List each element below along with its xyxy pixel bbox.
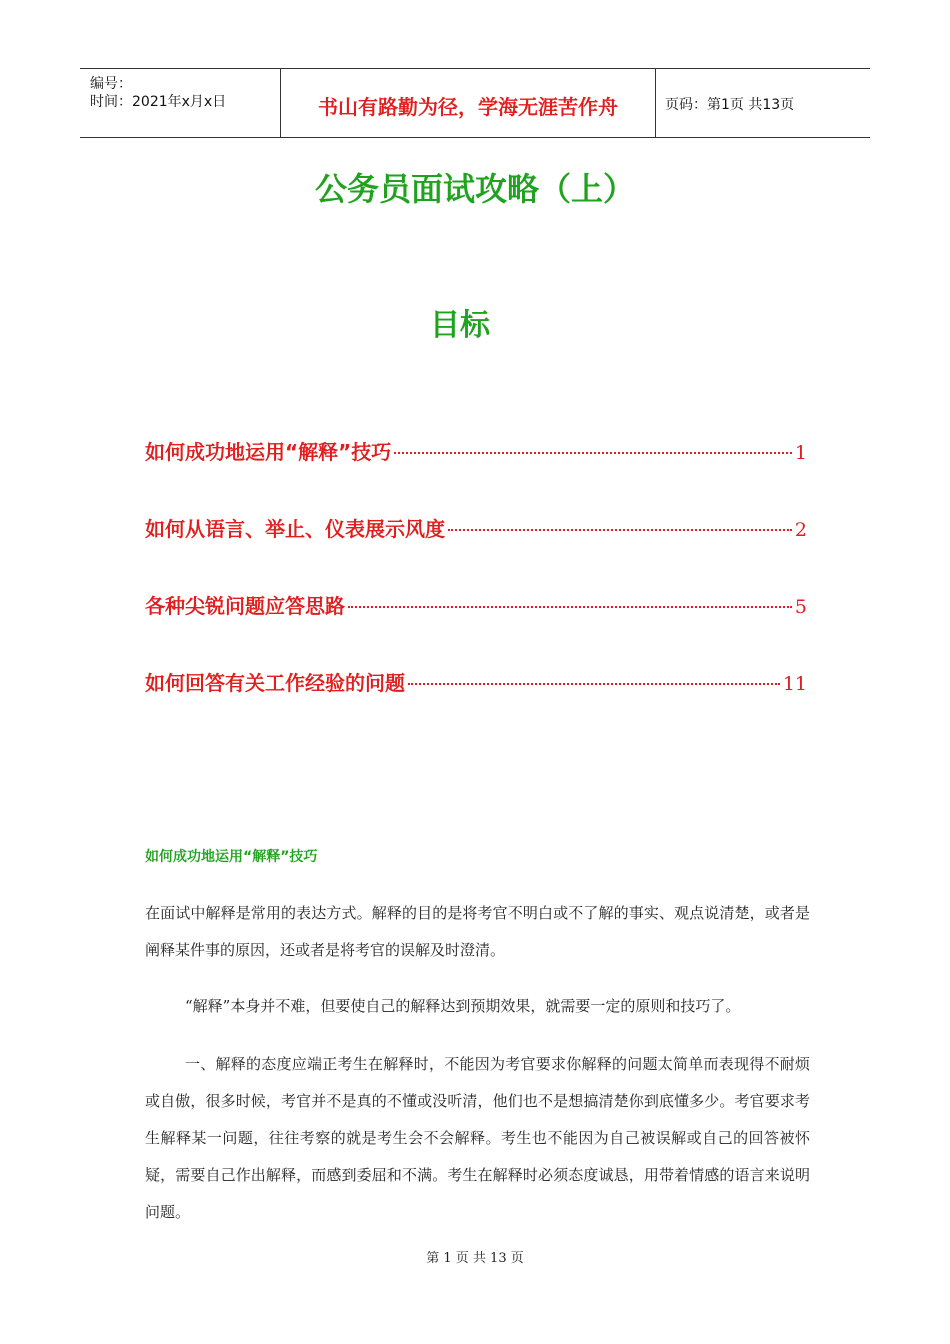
body-paragraph: “解释”本身并不难，但要使自己的解释达到预期效果，就需要一定的原则和技巧了。 <box>185 997 741 1015</box>
toc-entry-title: 如何从语言、举止、仪表展示风度 <box>145 517 445 541</box>
toc-entry-page: 11 <box>782 673 807 695</box>
document-header <box>80 68 870 138</box>
number-label: 编号： <box>90 76 132 92</box>
motto: 书山有路勤为径，学海无涯苦作舟 <box>318 95 618 119</box>
toc-entry[interactable] <box>145 667 807 697</box>
toc-leader-dots <box>394 452 792 454</box>
toc-heading: 目标 <box>430 308 490 343</box>
page-info: 页码：第1页 共13页 <box>665 97 795 113</box>
header-page-cell <box>655 69 870 137</box>
document-title: 公务员面试攻略（上） <box>314 170 635 208</box>
time-label: 时间：2021年x月x日 <box>90 94 227 110</box>
body-paragraph: 一、解释的态度应端正考生在解释时，不能因为考官要求你解释的问题太简单而表现得不耐烦或自傲，很多时候，考官并不是真的不懂或没听清，他们也不是想搞清楚你到底懂多少。考官要求考生解释某一问题，往往考察的就是考生会不会解释。考生也不能因为自己被误解或自己的回答被怀疑，需要自己作出解释，而感到委屈和不满。考生在解释时必须态度诚恳，用带着情感的语言来说明问题。 <box>145 1055 810 1221</box>
body-paragraph: 在面试中解释是常用的表达方式。解释的目的是将考官不明白或不了解的事实、观点说清楚，或者是阐释某件事的原因，还或者是将考官的误解及时澄清。 <box>145 904 810 959</box>
header-motto-cell <box>280 69 656 137</box>
toc-entry-title: 如何回答有关工作经验的问题 <box>145 671 405 695</box>
toc-entry-title: 如何成功地运用“解释”技巧 <box>145 440 392 464</box>
section-heading: 如何成功地运用“解释”技巧 <box>145 849 318 865</box>
header-meta-cell <box>80 69 280 137</box>
toc-leader-dots <box>348 606 792 608</box>
toc-entry[interactable] <box>145 436 807 466</box>
toc-entry-page: 1 <box>794 442 807 464</box>
toc-leader-dots <box>448 529 792 531</box>
toc-entry[interactable] <box>145 590 807 620</box>
toc-entry-page: 5 <box>794 596 807 618</box>
toc-entry[interactable] <box>145 513 807 543</box>
toc-entry-title: 各种尖锐问题应答思路 <box>145 594 345 618</box>
toc-leader-dots <box>408 683 780 685</box>
toc-entry-page: 2 <box>794 519 807 541</box>
page-footer: 第 1 页 共 13 页 <box>426 1251 524 1266</box>
